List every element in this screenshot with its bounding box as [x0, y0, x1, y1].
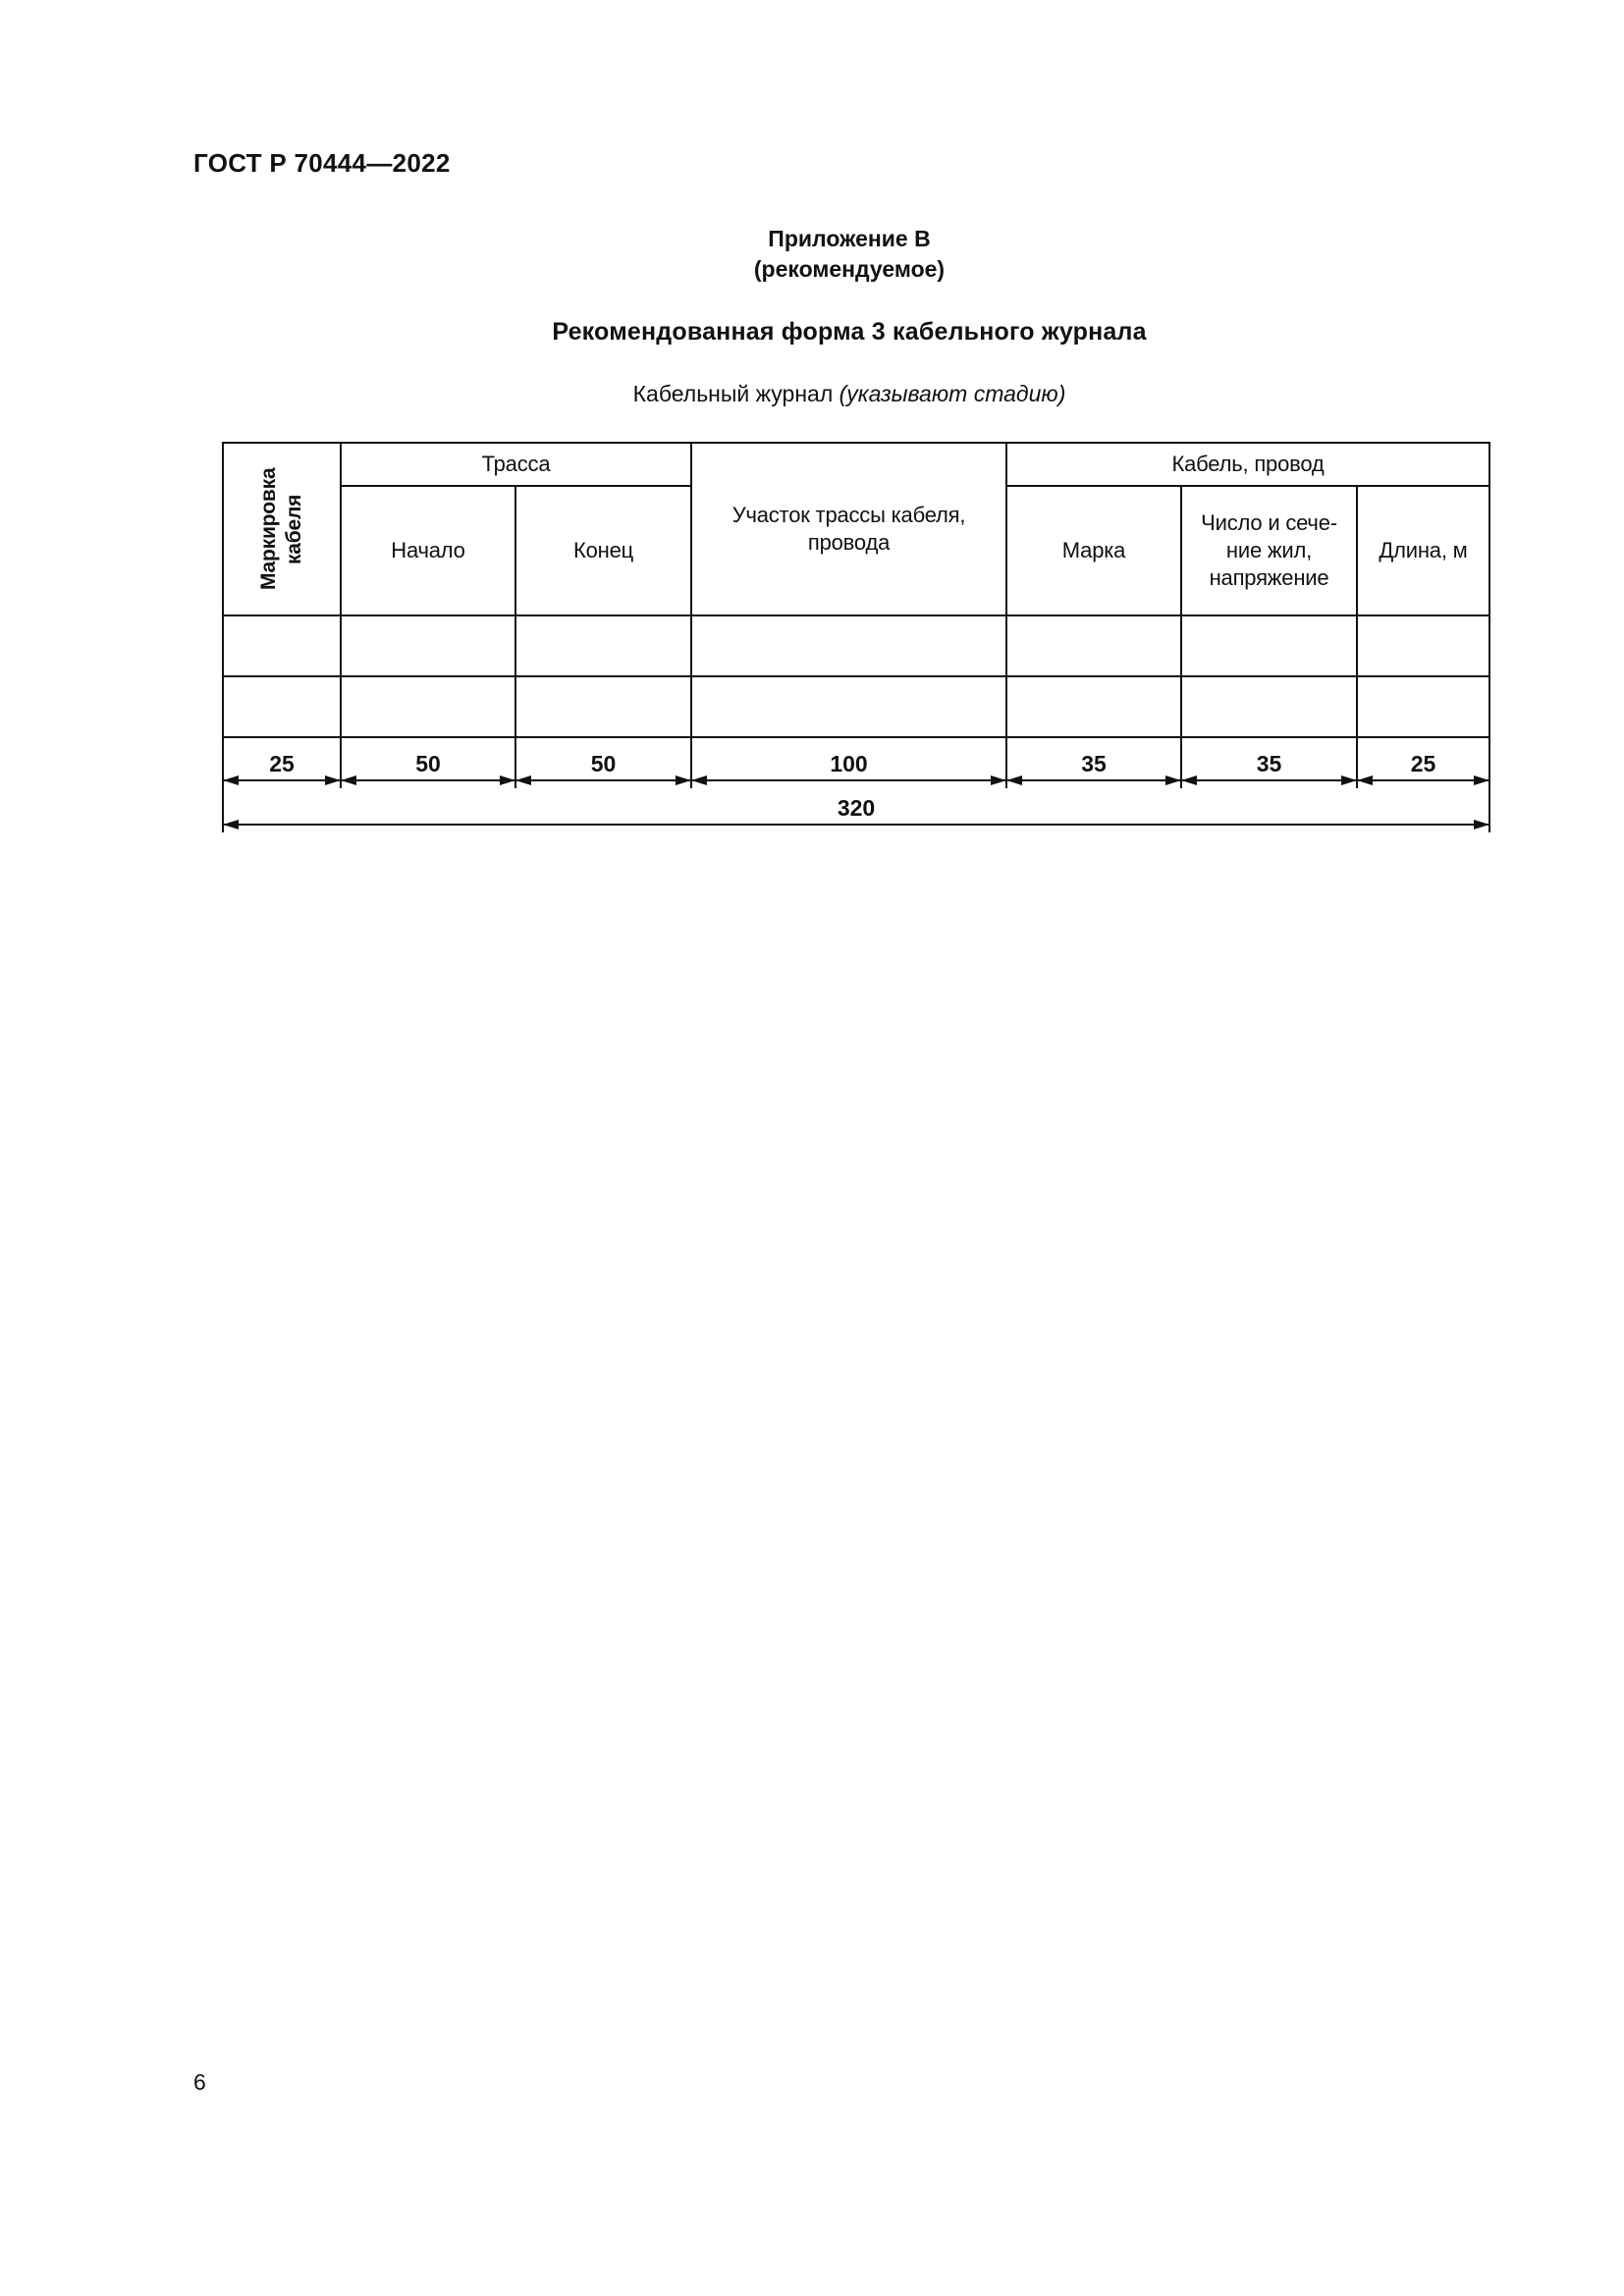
dimension-lines [0, 0, 1624, 883]
header-cell-end: Конец [515, 486, 691, 615]
header-group-route: Трасса [341, 443, 691, 486]
header-cell-start: Начало [341, 486, 515, 615]
dimension-label: 50 [415, 751, 441, 776]
page-number: 6 [193, 2069, 206, 2095]
dimension-label: 100 [830, 751, 868, 776]
total-dimension [223, 795, 1489, 825]
journal-stage-hint: (указывают стадию) [839, 381, 1066, 406]
header-cell-brand: Марка [1006, 486, 1181, 615]
header-marking-text: Маркировка кабеля [257, 467, 305, 591]
dimension-label: 35 [1081, 751, 1107, 776]
journal-label: Кабельный журнал [632, 381, 834, 406]
header-group-cable: Кабель, провод [1006, 443, 1489, 486]
dimension-label: 25 [269, 751, 295, 776]
annex-status: (рекомендуемое) [753, 256, 946, 282]
segment-dimensions [223, 751, 1489, 780]
total-dimension-label: 320 [837, 795, 876, 821]
standard-designation: ГОСТ Р 70444—2022 [193, 148, 451, 178]
dimension-label: 50 [590, 751, 617, 776]
form-title: Рекомендованная форма 3 кабельного журнала [552, 318, 1147, 346]
dimension-label: 35 [1256, 751, 1282, 776]
header-cell-route-section: Участок трассы кабеля, провода [691, 443, 1006, 615]
header-cell-cores: Число и сече-ние жил, напряжение [1181, 486, 1357, 615]
dimension-label: 25 [1410, 751, 1436, 776]
annex-title: Приложение В [768, 226, 931, 251]
header-cell-length: Длина, м [1357, 486, 1489, 615]
